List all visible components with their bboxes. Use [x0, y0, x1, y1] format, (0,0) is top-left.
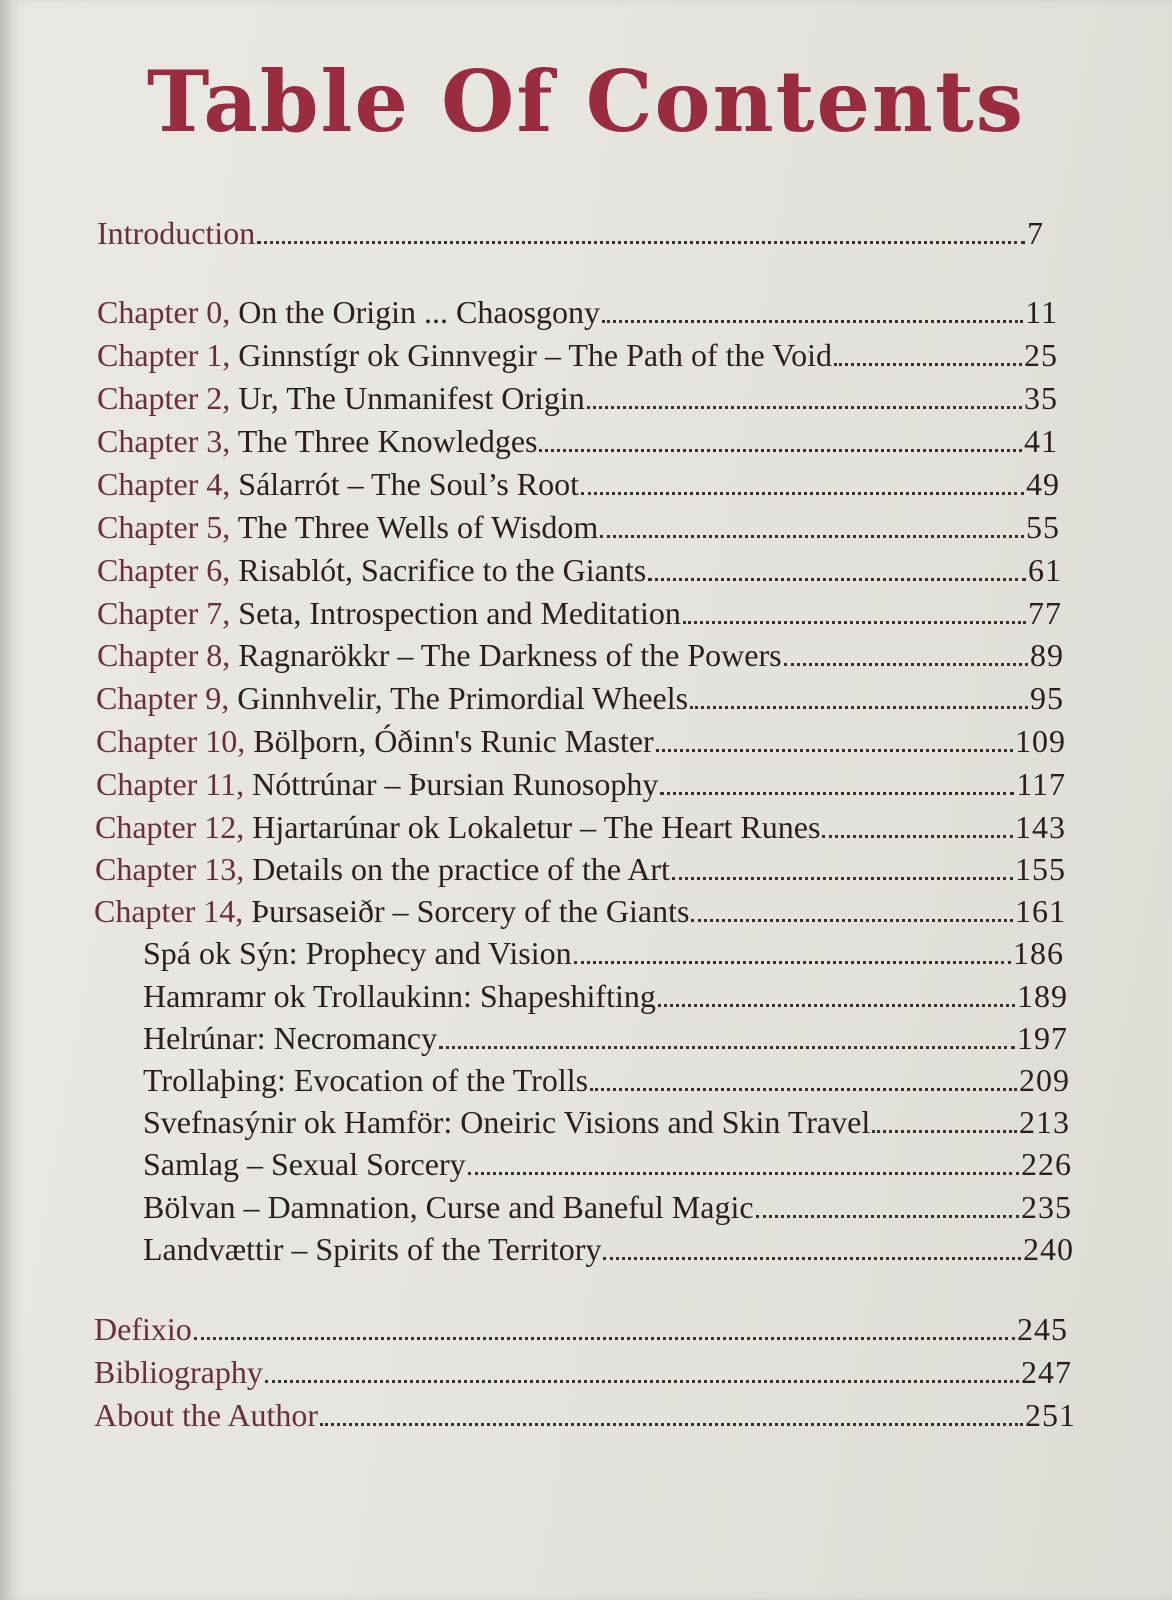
chapter-title: Bölþorn, Óðinn's Runic Master [253, 723, 654, 759]
toc-page-number: 109 [1015, 723, 1066, 759]
toc-page-number: 61 [1028, 552, 1062, 588]
dot-leader [603, 1257, 1021, 1260]
toc-entry-chapter-11 [96, 766, 1066, 810]
chapter-number: Chapter 7, [97, 595, 231, 631]
dot-leader [656, 749, 1013, 752]
toc-entry-defixio [94, 1311, 1068, 1355]
chapter-title: Þursaseiðr – Sorcery of the Giants [251, 893, 690, 929]
toc-entry-chapter-10 [96, 723, 1066, 767]
toc-page-number: 89 [1030, 637, 1064, 673]
toc-page-number: 41 [1024, 423, 1058, 459]
toc-page-number: 226 [1021, 1146, 1072, 1182]
toc-page-number: 247 [1021, 1354, 1072, 1390]
toc-page-number: 186 [1013, 935, 1064, 971]
toc-entry-chapter-13 [95, 851, 1066, 895]
toc-page-number: 95 [1030, 680, 1064, 716]
chapter-number: Chapter 8, [97, 637, 231, 673]
dot-leader [672, 877, 1013, 880]
toc-entry-chapter-5 [97, 509, 1060, 553]
toc-entry-label: Defixio [94, 1311, 192, 1347]
dot-leader [822, 835, 1013, 838]
toc-page-number: 245 [1017, 1311, 1068, 1347]
toc-page-number: 197 [1017, 1020, 1068, 1056]
dot-leader [658, 1004, 1015, 1007]
toc-page-number: 155 [1015, 851, 1066, 887]
toc-entry-chapter-3 [97, 423, 1058, 467]
toc-page-number: 117 [1016, 766, 1066, 802]
toc-page-number: 251 [1025, 1397, 1076, 1433]
dot-leader [581, 492, 1024, 495]
toc-entry-introduction [97, 215, 1044, 259]
chapter-number: Chapter 1, [97, 337, 231, 373]
toc-subentry-necromancy [143, 1020, 1068, 1064]
toc-entry-label: About the Author [94, 1397, 318, 1433]
chapter-title: Sálarrót – The Soul’s Root [238, 466, 580, 502]
toc-entry-chapter-2 [97, 380, 1058, 424]
toc-page-number: 77 [1028, 595, 1062, 631]
chapter-number: Chapter 11, [96, 766, 245, 802]
chapter-number: Chapter 12, [95, 809, 245, 845]
chapter-number: Chapter 3, [97, 423, 231, 459]
toc-page-number: 161 [1015, 893, 1066, 929]
dot-leader [648, 578, 1026, 581]
toc-page-number: 240 [1023, 1231, 1074, 1267]
toc-page-number: 11 [1025, 294, 1058, 330]
dot-leader [756, 1215, 1019, 1218]
toc-subentry-oneiric-visions [143, 1104, 1070, 1148]
chapter-number: Chapter 2, [97, 380, 231, 416]
chapter-number: Chapter 6, [97, 552, 231, 588]
chapter-title: Ragnarökkr – The Darkness of the Powers [238, 637, 782, 673]
page-title: Table Of Contents [146, 52, 1026, 151]
toc-entry-bibliography [94, 1354, 1072, 1398]
toc-entry-about-the-author [94, 1397, 1076, 1441]
dot-leader [574, 961, 1011, 964]
toc-entry-label: Spá ok Sýn: Prophecy and Vision [143, 935, 572, 971]
chapter-number: Chapter 0, [97, 294, 231, 330]
toc-entry-chapter-12 [95, 809, 1066, 853]
toc-page-number: 189 [1017, 978, 1068, 1014]
toc-subentry-prophecy [143, 935, 1064, 979]
dot-leader [265, 1380, 1019, 1383]
toc-page-number: 235 [1021, 1189, 1072, 1225]
dot-leader [690, 706, 1028, 709]
toc-entry-label: Svefnasýnir ok Hamför: Oneiric Visions and Skin Travel [143, 1104, 871, 1140]
toc-entry-chapter-4 [97, 466, 1060, 510]
toc-subentry-damnation [143, 1189, 1072, 1233]
chapter-title: The Three Knowledges [237, 423, 538, 459]
chapter-title: Risablót, Sacrifice to the Giants [238, 552, 647, 588]
dot-leader [600, 535, 1024, 538]
toc-entry-label: Trollaþing: Evocation of the Trolls [143, 1062, 589, 1098]
toc-entry-chapter-9 [96, 680, 1064, 724]
dot-leader [784, 663, 1028, 666]
chapter-number: Chapter 14, [94, 893, 244, 929]
dot-leader [468, 1172, 1019, 1175]
toc-page-number: 209 [1019, 1062, 1070, 1098]
toc-entry-chapter-8 [97, 637, 1064, 681]
dot-leader [194, 1337, 1015, 1340]
chapter-title: Hjartarúnar ok Lokaletur – The Heart Runes [252, 809, 821, 845]
toc-entry-chapter-14 [94, 893, 1066, 937]
dot-leader [539, 449, 1022, 452]
toc-entry-label: Introduction [97, 215, 256, 251]
dot-leader [872, 1130, 1017, 1133]
dot-leader [439, 1046, 1015, 1049]
toc-entry-chapter-0 [97, 294, 1058, 338]
toc-page-number: 55 [1026, 509, 1060, 545]
dot-leader [691, 919, 1013, 922]
toc-page-number: 7 [1027, 215, 1044, 251]
chapter-title: Seta, Introspection and Meditation [238, 595, 681, 631]
toc-entry-label: Landvættir – Spirits of the Territory [143, 1231, 602, 1267]
dot-leader [683, 621, 1026, 624]
toc-entry-chapter-1 [97, 337, 1058, 381]
toc-subentry-shapeshifting [143, 978, 1068, 1022]
chapter-title: Nóttrúnar – Þursian Runosophy [252, 766, 659, 802]
book-spine-shadow [0, 0, 10, 1600]
toc-entry-label: Hamramr ok Trollaukinn: Shapeshifting [143, 978, 656, 1014]
dot-leader [587, 406, 1022, 409]
chapter-title: Details on the practice of the Art [252, 851, 670, 887]
dot-leader [660, 792, 1014, 795]
toc-entry-label: Bibliography [94, 1354, 263, 1390]
chapter-title: Ginnhvelir, The Primordial Wheels [237, 680, 689, 716]
chapter-number: Chapter 4, [97, 466, 231, 502]
toc-page-number: 49 [1026, 466, 1060, 502]
toc-entry-chapter-6 [97, 552, 1062, 596]
chapter-title: Ginnstígr ok Ginnvegir – The Path of the Void [238, 337, 833, 373]
toc-subentry-trolls [143, 1062, 1070, 1106]
toc-entry-label: Bölvan – Damnation, Curse and Baneful Magic [143, 1189, 754, 1225]
chapter-title: The Three Wells of Wisdom [237, 509, 599, 545]
toc-entry-chapter-7 [97, 595, 1062, 639]
toc-page-number: 213 [1019, 1104, 1070, 1140]
dot-leader [590, 1088, 1017, 1091]
toc-page-number: 35 [1024, 380, 1058, 416]
toc-entry-label: Samlag – Sexual Sorcery [143, 1146, 466, 1182]
toc-page-number: 25 [1024, 337, 1058, 373]
chapter-title: On the Origin ... Chaosgony [238, 294, 601, 330]
chapter-number: Chapter 9, [96, 680, 230, 716]
chapter-number: Chapter 5, [97, 509, 231, 545]
chapter-number: Chapter 10, [96, 723, 246, 759]
dot-leader [257, 241, 1025, 244]
chapter-title: Ur, The Unmanifest Origin [238, 380, 585, 416]
toc-subentry-landvaettir [143, 1231, 1074, 1275]
toc-subentry-sexual-sorcery [143, 1146, 1072, 1190]
toc-page-number: 143 [1015, 809, 1066, 845]
dot-leader [320, 1423, 1023, 1426]
chapter-number: Chapter 13, [95, 851, 245, 887]
dot-leader [834, 363, 1022, 366]
toc-entry-label: Helrúnar: Necromancy [143, 1020, 438, 1056]
dot-leader [602, 320, 1023, 323]
